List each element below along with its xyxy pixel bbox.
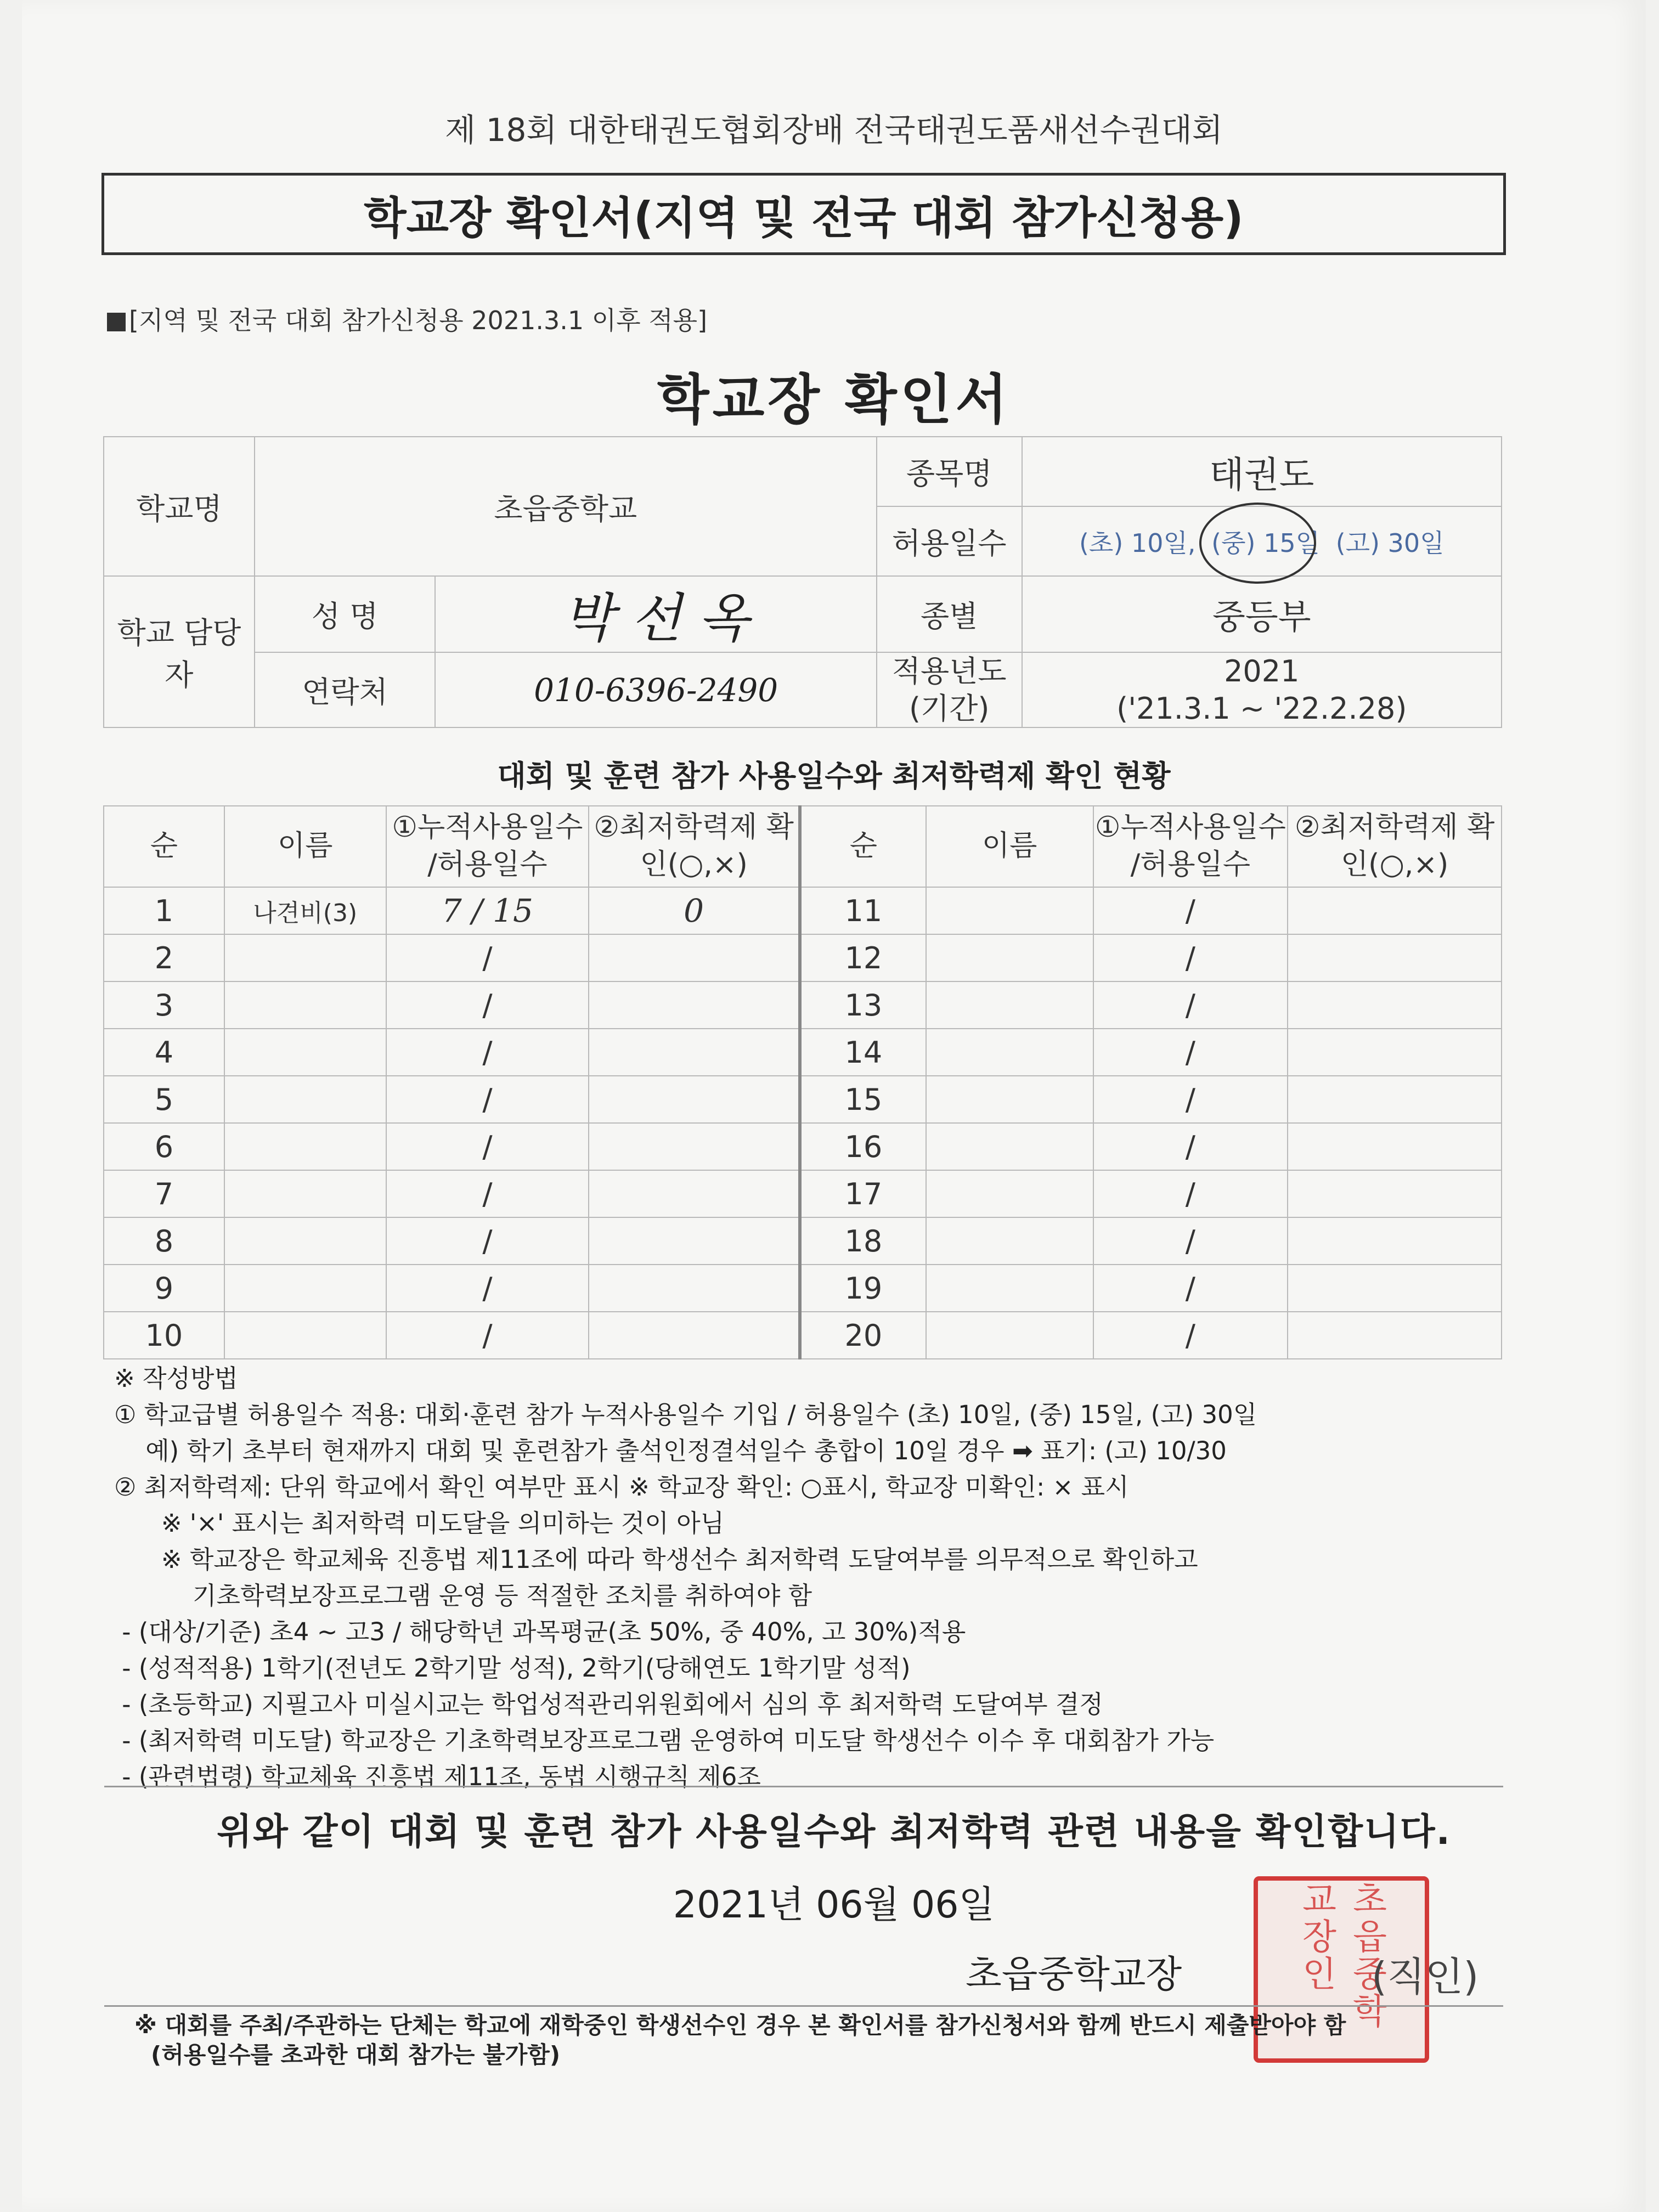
academic-check xyxy=(1288,981,1502,1029)
days-used: / xyxy=(1093,1265,1288,1312)
row-number: 2 xyxy=(104,934,224,981)
phone-value: 010-6396-2490 xyxy=(435,652,876,727)
academic-check xyxy=(1288,1265,1502,1312)
event-title: 제 18회 대한태권도협회장배 전국태권도품새선수권대회 xyxy=(445,111,1223,149)
days-used: / xyxy=(1093,887,1288,934)
days-used: / xyxy=(1093,1312,1288,1359)
year-value-cell xyxy=(1022,652,1502,727)
contact-person-label: 학교 담당자 xyxy=(104,576,255,727)
instruction-line: ※ 학교장은 학교체육 진흥법 제11조에 따라 학생선수 최저학력 도달여부를 의무적으로 확인하고 xyxy=(114,1545,1198,1574)
student-name xyxy=(926,1265,1093,1312)
instructions-list xyxy=(114,1397,1519,1795)
academic-check xyxy=(1288,1217,1502,1265)
days-used: / xyxy=(386,1029,589,1076)
row-number: 18 xyxy=(800,1217,926,1265)
table-row xyxy=(104,1312,1502,1359)
header-name-left: 이름 xyxy=(224,806,386,887)
academic-check xyxy=(1288,887,1502,934)
student-name xyxy=(926,981,1093,1029)
instruction-line: - (초등학교) 지필고사 미실시교는 학업성적관리위원회에서 심의 후 최저학력 도달여부 결정 xyxy=(114,1690,1103,1719)
sport-value: 태권도 xyxy=(1022,437,1502,506)
row-number: 12 xyxy=(800,934,926,981)
instruction-line: - (최저학력 미도달) 학교장은 기초학력보장프로그램 운영하여 미도달 학생선수 이수 후 대회참가 가능 xyxy=(114,1726,1215,1755)
days-used: / xyxy=(386,1123,589,1170)
academic-check xyxy=(589,1265,800,1312)
days-used: / xyxy=(386,934,589,981)
seal-label: (직인) xyxy=(1372,1954,1479,2000)
table-row xyxy=(104,934,1502,981)
student-name xyxy=(224,1123,386,1170)
student-name xyxy=(224,934,386,981)
divider xyxy=(104,2005,1503,2007)
days-used: / xyxy=(1093,1170,1288,1217)
academic-check xyxy=(589,1312,800,1359)
table-row xyxy=(104,887,1502,934)
student-name xyxy=(224,1029,386,1076)
row-number: 11 xyxy=(800,887,926,934)
section-title: 대회 및 훈련 참가 사용일수와 최저학력제 확인 현황 xyxy=(497,759,1171,793)
row-number: 16 xyxy=(800,1123,926,1170)
header-no-right: 순 xyxy=(800,806,926,887)
days-used: / xyxy=(386,1217,589,1265)
division-value: 중등부 xyxy=(1022,576,1502,652)
sport-label: 종목명 xyxy=(877,437,1022,506)
phone-label: 연락처 xyxy=(255,652,436,727)
issue-date: 2021년 06월 06일 xyxy=(673,1883,995,1927)
seal-lettering: 초읍중학교장인 xyxy=(1296,1881,1387,2030)
header-days-left: ①누적사용일수 /허용일수 xyxy=(386,806,589,887)
student-name xyxy=(224,1217,386,1265)
student-name xyxy=(224,981,386,1029)
days-used: / xyxy=(386,1265,589,1312)
student-name xyxy=(926,934,1093,981)
year-value: 2021 xyxy=(1224,654,1300,689)
table-row xyxy=(104,1265,1502,1312)
student-name xyxy=(926,1312,1093,1359)
instruction-line: - (대상/기준) 초4 ~ 고3 / 해당학년 과목평균(초 50%, 중 40%, 고 30%)적용 xyxy=(114,1617,966,1646)
days-used: / xyxy=(1093,1217,1288,1265)
instructions-heading: ※ 작성방법 xyxy=(114,1364,238,1393)
academic-check xyxy=(589,1123,800,1170)
academic-check xyxy=(1288,1312,1502,1359)
academic-check xyxy=(1288,934,1502,981)
row-number: 15 xyxy=(800,1076,926,1123)
header-name-right: 이름 xyxy=(926,806,1093,887)
days-used: / xyxy=(1093,1123,1288,1170)
academic-check: 0 xyxy=(589,887,800,934)
allowed-middle-circled xyxy=(1204,523,1328,560)
notice-text: [지역 및 전국 대회 참가신청용 2021.3.1 이후 적용] xyxy=(129,306,708,335)
document-type-title: 학교장 확인서(지역 및 전국 대회 참가신청용) xyxy=(101,173,1506,255)
days-used: / xyxy=(386,1076,589,1123)
table-row xyxy=(104,981,1502,1029)
table-row xyxy=(104,1029,1502,1076)
row-number: 17 xyxy=(800,1170,926,1217)
divider xyxy=(104,1786,1503,1787)
student-name xyxy=(926,1123,1093,1170)
academic-check xyxy=(1288,1123,1502,1170)
school-info-table xyxy=(103,436,1502,728)
allowed-days-value xyxy=(1022,506,1502,576)
days-used: / xyxy=(1093,934,1288,981)
academic-check xyxy=(1288,1076,1502,1123)
student-name xyxy=(926,1217,1093,1265)
row-number: 10 xyxy=(104,1312,224,1359)
academic-check xyxy=(589,1170,800,1217)
header-academic-right: ②최저학력제 확인(○,×) xyxy=(1288,806,1502,887)
instruction-line: ① 학교급별 허용일수 적용: 대회·훈련 참가 누적사용일수 기입 / 허용일수 (초) 10일, (중) 15일, (고) 30일 xyxy=(114,1400,1257,1429)
instruction-line: ※ '×' 표시는 최저학력 미도달을 의미하는 것이 아님 xyxy=(114,1509,725,1538)
row-number: 13 xyxy=(800,981,926,1029)
row-number: 8 xyxy=(104,1217,224,1265)
row-number: 7 xyxy=(104,1170,224,1217)
year-label: 적용년도 (기간) xyxy=(877,652,1022,727)
footnote xyxy=(134,2011,1346,2070)
table-row xyxy=(104,1123,1502,1170)
academic-check xyxy=(1288,1170,1502,1217)
instruction-line: - (성적적용) 1학기(전년도 2학기말 성적), 2학기(당해연도 1학기말 성적) xyxy=(114,1654,911,1683)
student-name xyxy=(224,1076,386,1123)
row-number: 14 xyxy=(800,1029,926,1076)
footnote-line-1: ※ 대회를 주최/주관하는 단체는 학교에 재학중인 학생선수인 경우 본 확인서를 참가신청서와 함께 반드시 제출받아야 함 xyxy=(134,2012,1346,2039)
division-label: 종별 xyxy=(877,576,1022,652)
student-name xyxy=(926,1029,1093,1076)
row-number: 5 xyxy=(104,1076,224,1123)
row-number: 19 xyxy=(800,1265,926,1312)
table-row xyxy=(104,1170,1502,1217)
days-used: / xyxy=(1093,1076,1288,1123)
writing-instructions xyxy=(114,1361,1519,1795)
footnote-line-2: (허용일수를 초과한 대회 참가는 불가함) xyxy=(151,2041,561,2068)
table-row xyxy=(104,1076,1502,1123)
row-number: 20 xyxy=(800,1312,926,1359)
school-name-label: 학교명 xyxy=(104,437,255,576)
instruction-line: ② 최저학력제: 단위 학교에서 확인 여부만 표시 ※ 학교장 확인: ○표시, 학교장 미확인: × 표시 xyxy=(114,1472,1129,1502)
student-name: 나견비(3) xyxy=(224,887,386,934)
academic-check xyxy=(589,1217,800,1265)
row-number: 4 xyxy=(104,1029,224,1076)
student-name xyxy=(926,887,1093,934)
row-number: 1 xyxy=(104,887,224,934)
document-page xyxy=(22,0,1646,2212)
participants-table xyxy=(103,805,1502,1359)
days-used: / xyxy=(1093,1029,1288,1076)
student-name xyxy=(926,1170,1093,1217)
academic-check xyxy=(1288,1029,1502,1076)
student-name xyxy=(224,1312,386,1359)
academic-check xyxy=(589,981,800,1029)
applicability-notice xyxy=(107,301,707,337)
days-used: / xyxy=(386,981,589,1029)
period-value: ('21.3.1 ~ '22.2.28) xyxy=(1116,691,1407,726)
days-used: / xyxy=(386,1170,589,1217)
principal-title: 초읍중학교장 xyxy=(966,1953,1182,1996)
academic-check xyxy=(589,934,800,981)
header-academic-left: ②최저학력제 확인(○,×) xyxy=(589,806,800,887)
days-used: 7 / 15 xyxy=(386,887,589,934)
name-value: 박 선 옥 xyxy=(435,576,876,652)
row-number: 6 xyxy=(104,1123,224,1170)
student-name xyxy=(926,1076,1093,1123)
student-name xyxy=(224,1170,386,1217)
academic-check xyxy=(589,1076,800,1123)
student-name xyxy=(224,1265,386,1312)
header-no-left: 순 xyxy=(104,806,224,887)
academic-check xyxy=(589,1029,800,1076)
page-title: 학교장 확인서 xyxy=(657,369,1011,431)
header-days-right: ①누적사용일수 /허용일수 xyxy=(1093,806,1288,887)
instruction-line: - (관련법령) 학교체육 진흥법 제11조, 동법 시행규칙 제6조 xyxy=(114,1762,761,1791)
days-used: / xyxy=(1093,981,1288,1029)
allowed-elementary: (초) 10일, xyxy=(1079,528,1196,558)
instruction-line: 예) 학기 초부터 현재까지 대회 및 훈련참가 출석인정결석일수 총합이 10일 경우 ➡ 표기: (고) 10/30 xyxy=(114,1436,1227,1465)
hand-drawn-circle xyxy=(1199,503,1316,584)
row-number: 3 xyxy=(104,981,224,1029)
instruction-line: 기초학력보장프로그램 운영 등 적절한 조치를 취하여야 함 xyxy=(114,1581,812,1610)
square-bullet-icon xyxy=(107,313,126,331)
allowed-middle: (중) 15일 xyxy=(1211,528,1321,558)
table-row xyxy=(104,1217,1502,1265)
days-used: / xyxy=(386,1312,589,1359)
row-number: 9 xyxy=(104,1265,224,1312)
name-label: 성 명 xyxy=(255,576,436,652)
confirmation-statement: 위와 같이 대회 및 훈련 참가 사용일수와 최저학력 관련 내용을 확인합니다. xyxy=(217,1810,1451,1853)
allowed-days-label: 허용일수 xyxy=(877,506,1022,576)
school-name-value: 초읍중학교 xyxy=(255,437,877,576)
allowed-high: (고) 30일 xyxy=(1335,528,1444,558)
